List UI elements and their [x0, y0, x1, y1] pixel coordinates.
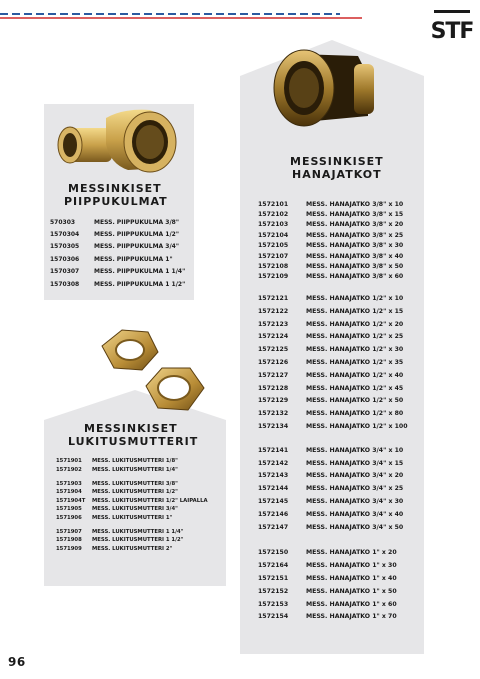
product-name: MESS. HANAJATKO 1" x 30: [306, 562, 397, 570]
product-row: [258, 343, 408, 356]
product-code: 1571901: [56, 458, 82, 465]
product-name: MESS. LUKITUSMUTTERI 3/4": [92, 506, 178, 513]
product-row: [258, 521, 408, 534]
product-row: [56, 488, 208, 496]
product-name: MESS. PIIPPUKULMA 1 1/2": [94, 280, 186, 288]
product-name: MESS. HANAJATKO 3/8" x 50: [306, 263, 404, 271]
product-code: 1572105: [258, 242, 289, 250]
product-name: MESS. HANAJATKO 3/8" x 30: [306, 242, 404, 250]
product-row: [258, 610, 408, 623]
product-code: 1571903: [56, 480, 82, 487]
product-row: [258, 407, 408, 420]
product-row: [258, 356, 408, 369]
product-name: MESS. HANAJATKO 1" x 60: [306, 600, 397, 608]
product-code: 1572141: [258, 446, 289, 454]
product-name: MESS. HANAJATKO 1/2" x 45: [306, 384, 404, 392]
product-name: MESS. HANAJATKO 1/2" x 35: [306, 359, 404, 366]
hanajatkot-title-line2: HANAJATKOT: [292, 168, 382, 181]
piippukulmat-title-line1: MESSINKISET: [68, 182, 162, 195]
group-spacer: [258, 433, 408, 444]
product-row: [258, 331, 408, 344]
product-name: MESS. HANAJATKO 1/2" x 20: [306, 320, 404, 328]
product-name: MESS. LUKITUSMUTTERI 1/8": [92, 458, 178, 465]
product-name: MESS. HANAJATKO 1/2" x 25: [306, 333, 404, 341]
product-row: [258, 598, 408, 611]
piippukulmat-title: [64, 182, 168, 208]
product-name: MESS. HANAJATKO 3/8" x 40: [306, 252, 404, 260]
product-code: 1572129: [258, 397, 289, 405]
product-code: 1572147: [258, 523, 289, 531]
product-code: 1572101: [258, 200, 289, 208]
product-code: 1572153: [258, 600, 289, 608]
product-code: 1572151: [258, 574, 289, 582]
product-name: MESS. LUKITUSMUTTERI 1/2": [92, 489, 178, 496]
product-row: [258, 572, 408, 585]
product-row: [258, 420, 408, 433]
hanajatkot-title: [290, 155, 384, 181]
product-name: MESS. HANAJATKO 3/4" x 10: [306, 446, 404, 454]
product-name: MESS. HANAJATKO 3/4" x 50: [306, 523, 404, 531]
product-code: 1571909: [56, 545, 82, 552]
header-dashed-rule: [0, 12, 362, 20]
product-row: [258, 199, 408, 209]
product-code: 1571904T: [56, 497, 86, 504]
elbow-fitting-image: [54, 104, 184, 178]
product-row: [258, 482, 408, 495]
lukitusmutterit-title-line1: MESSINKISET: [84, 422, 178, 435]
product-code: 1571908: [56, 537, 82, 544]
product-code: 1572142: [258, 459, 289, 467]
product-code: 1572128: [258, 384, 289, 392]
product-code: 1572124: [258, 333, 289, 341]
product-row: [258, 444, 408, 457]
product-code: 1572108: [258, 263, 289, 271]
product-code: 1571902: [56, 466, 82, 473]
product-code: 1572154: [258, 613, 289, 621]
product-name: MESS. HANAJATKO 1/2" x 100: [306, 422, 408, 430]
product-name: MESS. HANAJATKO 1" x 50: [306, 587, 397, 595]
product-name: MESS. HANAJATKO 1/2" x 30: [306, 346, 404, 354]
product-row: [258, 469, 408, 482]
product-row: [50, 278, 185, 290]
product-row: [258, 261, 408, 271]
product-row: [258, 457, 408, 470]
product-row: [56, 513, 208, 521]
tap-extension-image: [268, 36, 378, 136]
product-name: MESS. HANAJATKO 3/8" x 20: [306, 221, 404, 229]
product-row: [50, 266, 185, 278]
product-name: MESS. LUKITUSMUTTERI 1 1/4": [92, 528, 184, 535]
product-name: MESS. HANAJATKO 3/8" x 10: [306, 200, 404, 208]
product-name: MESS. HANAJATKO 1" x 70: [306, 613, 397, 621]
product-row: [258, 318, 408, 331]
product-row: [258, 251, 408, 261]
product-code: 1571905: [56, 506, 82, 513]
product-code: 1572126: [258, 359, 289, 366]
product-name: MESS. LUKITUSMUTTERI 1/4": [92, 466, 178, 473]
product-code: 1572122: [258, 307, 289, 315]
product-name: MESS. HANAJATKO 1/2" x 40: [306, 371, 404, 379]
product-row: [258, 272, 408, 282]
product-name: MESS. LUKITUSMUTTERI 3/8": [92, 480, 178, 487]
product-row: [50, 216, 185, 228]
product-name: MESS. HANAJATKO 1/2" x 10: [306, 295, 404, 303]
lukitusmutterit-title: [68, 422, 198, 448]
product-name: MESS. HANAJATKO 1/2" x 15: [306, 307, 404, 315]
product-code: 1572132: [258, 410, 289, 418]
product-row: [258, 382, 408, 395]
product-code: 1572164: [258, 562, 289, 570]
product-code: 1570308: [50, 280, 80, 288]
product-name: MESS. PIIPPUKULMA 1 1/4": [94, 268, 186, 276]
product-name: MESS. HANAJATKO 3/4" x 20: [306, 472, 404, 480]
product-name: MESS. PIIPPUKULMA 1/2": [94, 231, 179, 239]
product-name: MESS. LUKITUSMUTTERI 2": [92, 545, 173, 552]
product-row: [258, 305, 408, 318]
product-row: [56, 505, 208, 513]
product-name: MESS. HANAJATKO 3/8" x 60: [306, 273, 404, 281]
product-row: [50, 241, 185, 253]
product-code: 1572125: [258, 346, 289, 354]
product-code: 1572145: [258, 497, 289, 505]
product-name: MESS. LUKITUSMUTTERI 1": [92, 514, 173, 521]
product-row: [258, 369, 408, 382]
product-row: [50, 253, 185, 265]
product-name: MESS. HANAJATKO 1" x 20: [306, 549, 397, 557]
product-name: MESS. HANAJATKO 3/8" x 15: [306, 211, 404, 219]
piippukulmat-list: [50, 216, 185, 290]
product-name: MESS. HANAJATKO 3/8" x 25: [306, 231, 404, 239]
product-code: 1571907: [56, 528, 82, 535]
product-row: [258, 209, 408, 219]
product-name: MESS. HANAJATKO 1/2" x 50: [306, 397, 404, 405]
piippukulmat-title-line2: PIIPPUKULMAT: [64, 195, 168, 208]
page-number: 96: [8, 655, 26, 669]
product-name: MESS. HANAJATKO 3/4" x 25: [306, 485, 404, 493]
product-row: [258, 495, 408, 508]
product-row: [258, 230, 408, 240]
product-name: MESS. PIIPPUKULMA 3/8": [94, 218, 179, 226]
group-spacer: [258, 533, 408, 546]
group-spacer: [258, 282, 408, 292]
product-row: [258, 292, 408, 305]
product-code: 1572123: [258, 320, 289, 328]
product-code: 1572109: [258, 273, 289, 281]
product-row: [56, 528, 208, 536]
product-row: [56, 536, 208, 544]
product-name: MESS. HANAJATKO 3/4" x 30: [306, 497, 404, 505]
product-row: [258, 395, 408, 408]
product-row: [258, 508, 408, 521]
product-code: 1572152: [258, 587, 289, 595]
product-row: [258, 241, 408, 251]
hanajatkot-title-line1: MESSINKISET: [290, 155, 384, 168]
product-code: 1572134: [258, 422, 289, 430]
product-code: 1572127: [258, 371, 289, 379]
product-code: 1571906: [56, 514, 82, 521]
lukitusmutterit-list: [56, 457, 208, 553]
product-code: 1572150: [258, 549, 289, 557]
product-name: MESS. PIIPPUKULMA 1": [94, 255, 173, 263]
product-row: [258, 585, 408, 598]
svg-text:STF: STF: [430, 19, 474, 44]
product-name: MESS. LUKITUSMUTTERI 1/2" LAIPALLA: [92, 497, 208, 504]
product-row: [258, 220, 408, 230]
product-code: 1572143: [258, 472, 289, 480]
product-row: [56, 457, 208, 465]
product-code: 1570304: [50, 231, 80, 239]
product-row: [56, 497, 208, 505]
product-code: 570303: [50, 218, 76, 226]
product-name: MESS. HANAJATKO 1/2" x 80: [306, 410, 404, 418]
stf-logo: [430, 10, 474, 44]
product-code: 1572103: [258, 221, 289, 229]
product-code: 1572104: [258, 231, 289, 239]
product-row: [50, 228, 185, 240]
product-code: 1570305: [50, 243, 80, 251]
product-code: 1572102: [258, 211, 289, 219]
product-row: [56, 545, 208, 553]
product-row: [56, 480, 208, 488]
product-code: 1570307: [50, 268, 80, 276]
product-row: [258, 546, 408, 559]
product-name: MESS. PIIPPUKULMA 3/4": [94, 243, 179, 251]
product-name: MESS. LUKITUSMUTTERI 1 1/2": [92, 537, 184, 544]
product-row: [56, 465, 208, 473]
product-code: 1571904: [56, 489, 82, 496]
product-code: 1572121: [258, 295, 289, 303]
lukitusmutterit-title-line2: LUKITUSMUTTERIT: [68, 435, 199, 448]
product-name: MESS. HANAJATKO 1" x 40: [306, 574, 397, 582]
product-code: 1572107: [258, 252, 289, 260]
lock-nuts-image: [92, 326, 212, 418]
product-name: MESS. HANAJATKO 3/4" x 15: [306, 459, 404, 467]
product-code: 1572144: [258, 485, 289, 493]
hanajatkot-list: [258, 199, 408, 623]
product-code: 1572146: [258, 510, 289, 518]
product-row: [258, 559, 408, 572]
product-code: 1570306: [50, 255, 80, 263]
product-name: MESS. HANAJATKO 3/4" x 40: [306, 510, 404, 518]
